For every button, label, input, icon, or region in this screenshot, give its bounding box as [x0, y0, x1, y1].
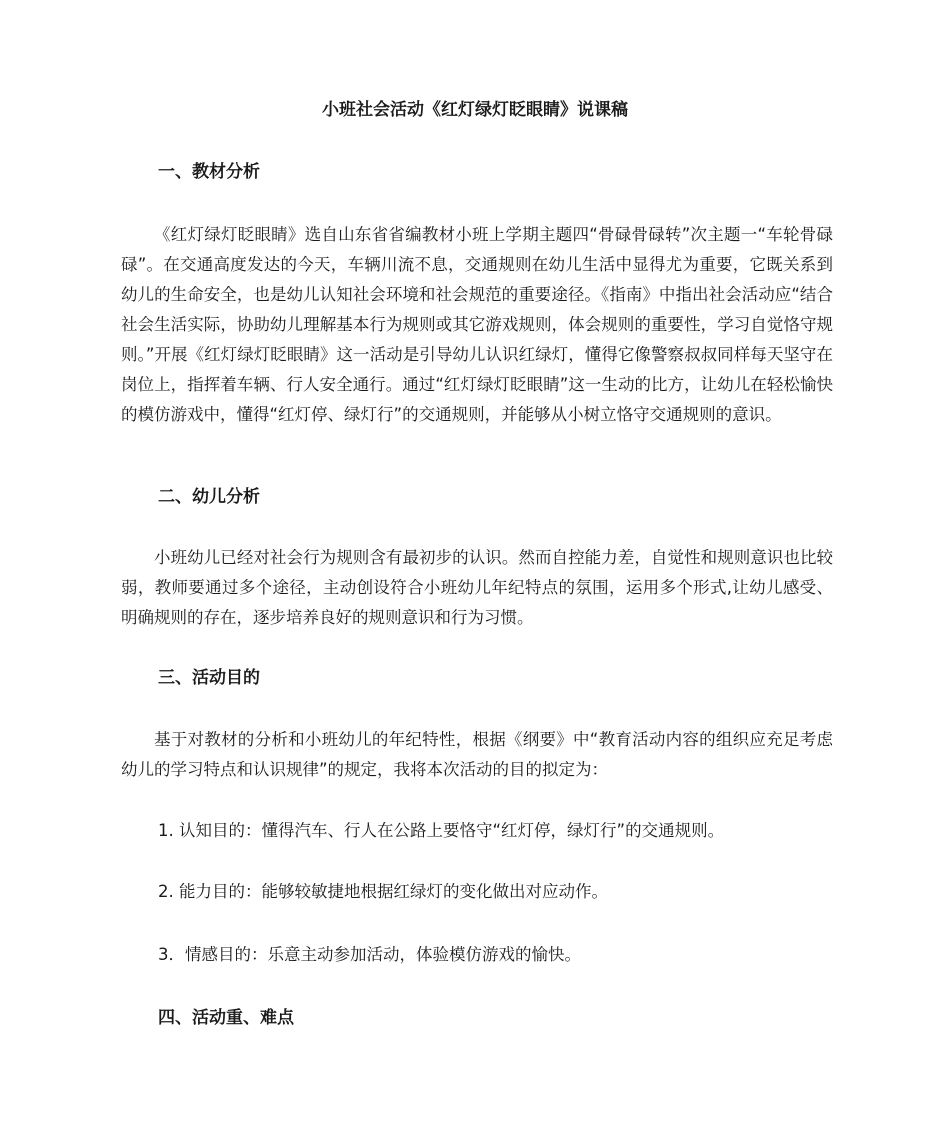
goal-item-emotion: 3．情感目的：乐意主动参加活动，体验模仿游戏的愉快。 [158, 945, 581, 964]
goal-item-ability: 2. 能力目的：能够较敏捷地根据红绿灯的变化做出对应动作。 [158, 882, 608, 901]
section-heading-key-difficult-points: 四、活动重、难点 [158, 1008, 294, 1028]
paragraph-activity-goals: 基于对教材的分析和小班幼儿的年纪特性，根据《纲要》中“教育活动内容的组织应充足考虑幼儿的学习特点和认识规律”的规定，我将本次活动的目的拟定为： [121, 730, 833, 779]
section-heading-activity-goals: 三、活动目的 [158, 668, 260, 688]
paragraph-child-analysis: 小班幼儿已经对社会行为规则含有最初步的认识。然而自控能力差，自觉性和规则意识也比较弱，教师要通过多个途径，主动创设符合小班幼儿年纪特点的氛围，运用多个形式,让幼儿感受、明确规则的存在，逐步培养良好的规则意识和行为习惯。 [121, 548, 833, 627]
section-heading-child-analysis: 二、幼儿分析 [158, 487, 260, 507]
document-title: 小班社会活动《红灯绿灯眨眼睛》说课稿 [322, 100, 628, 120]
goal-item-cognitive: 1. 认知目的：懂得汽车、行人在公路上要恪守“红灯停，绿灯行”的交通规则。 [158, 821, 725, 840]
section-heading-textbook-analysis: 一、教材分析 [158, 162, 260, 182]
paragraph-textbook-analysis: 《红灯绿灯眨眼睛》选自山东省省编教材小班上学期主题四“骨碌骨碌转”次主题一“车轮骨碌碌”。在交通高度发达的今天，车辆川流不息，交通规则在幼儿生活中显得尤为重要，它既关系到幼儿的生命安全，也是幼儿认知社会环境和社会规范的重要途径。《指南》中指出社会活动应“结合社会生活实际，协助幼儿理解基本行为规则或其它游戏规则，体会规则的重要性，学习自觉恪守规则。”开展《红灯绿灯眨眼睛》这一活动是引导幼儿认识红绿灯，懂得它像警察叔叔同样每天坚守在岗位上，指挥着车辆、行人安全通行。通过“红灯绿灯眨眼睛”这一生动的比方，让幼儿在轻松愉快的模仿游戏中，懂得“红灯停、绿灯行”的交通规则，并能够从小树立恪守交通规则的意识。 [121, 225, 833, 424]
